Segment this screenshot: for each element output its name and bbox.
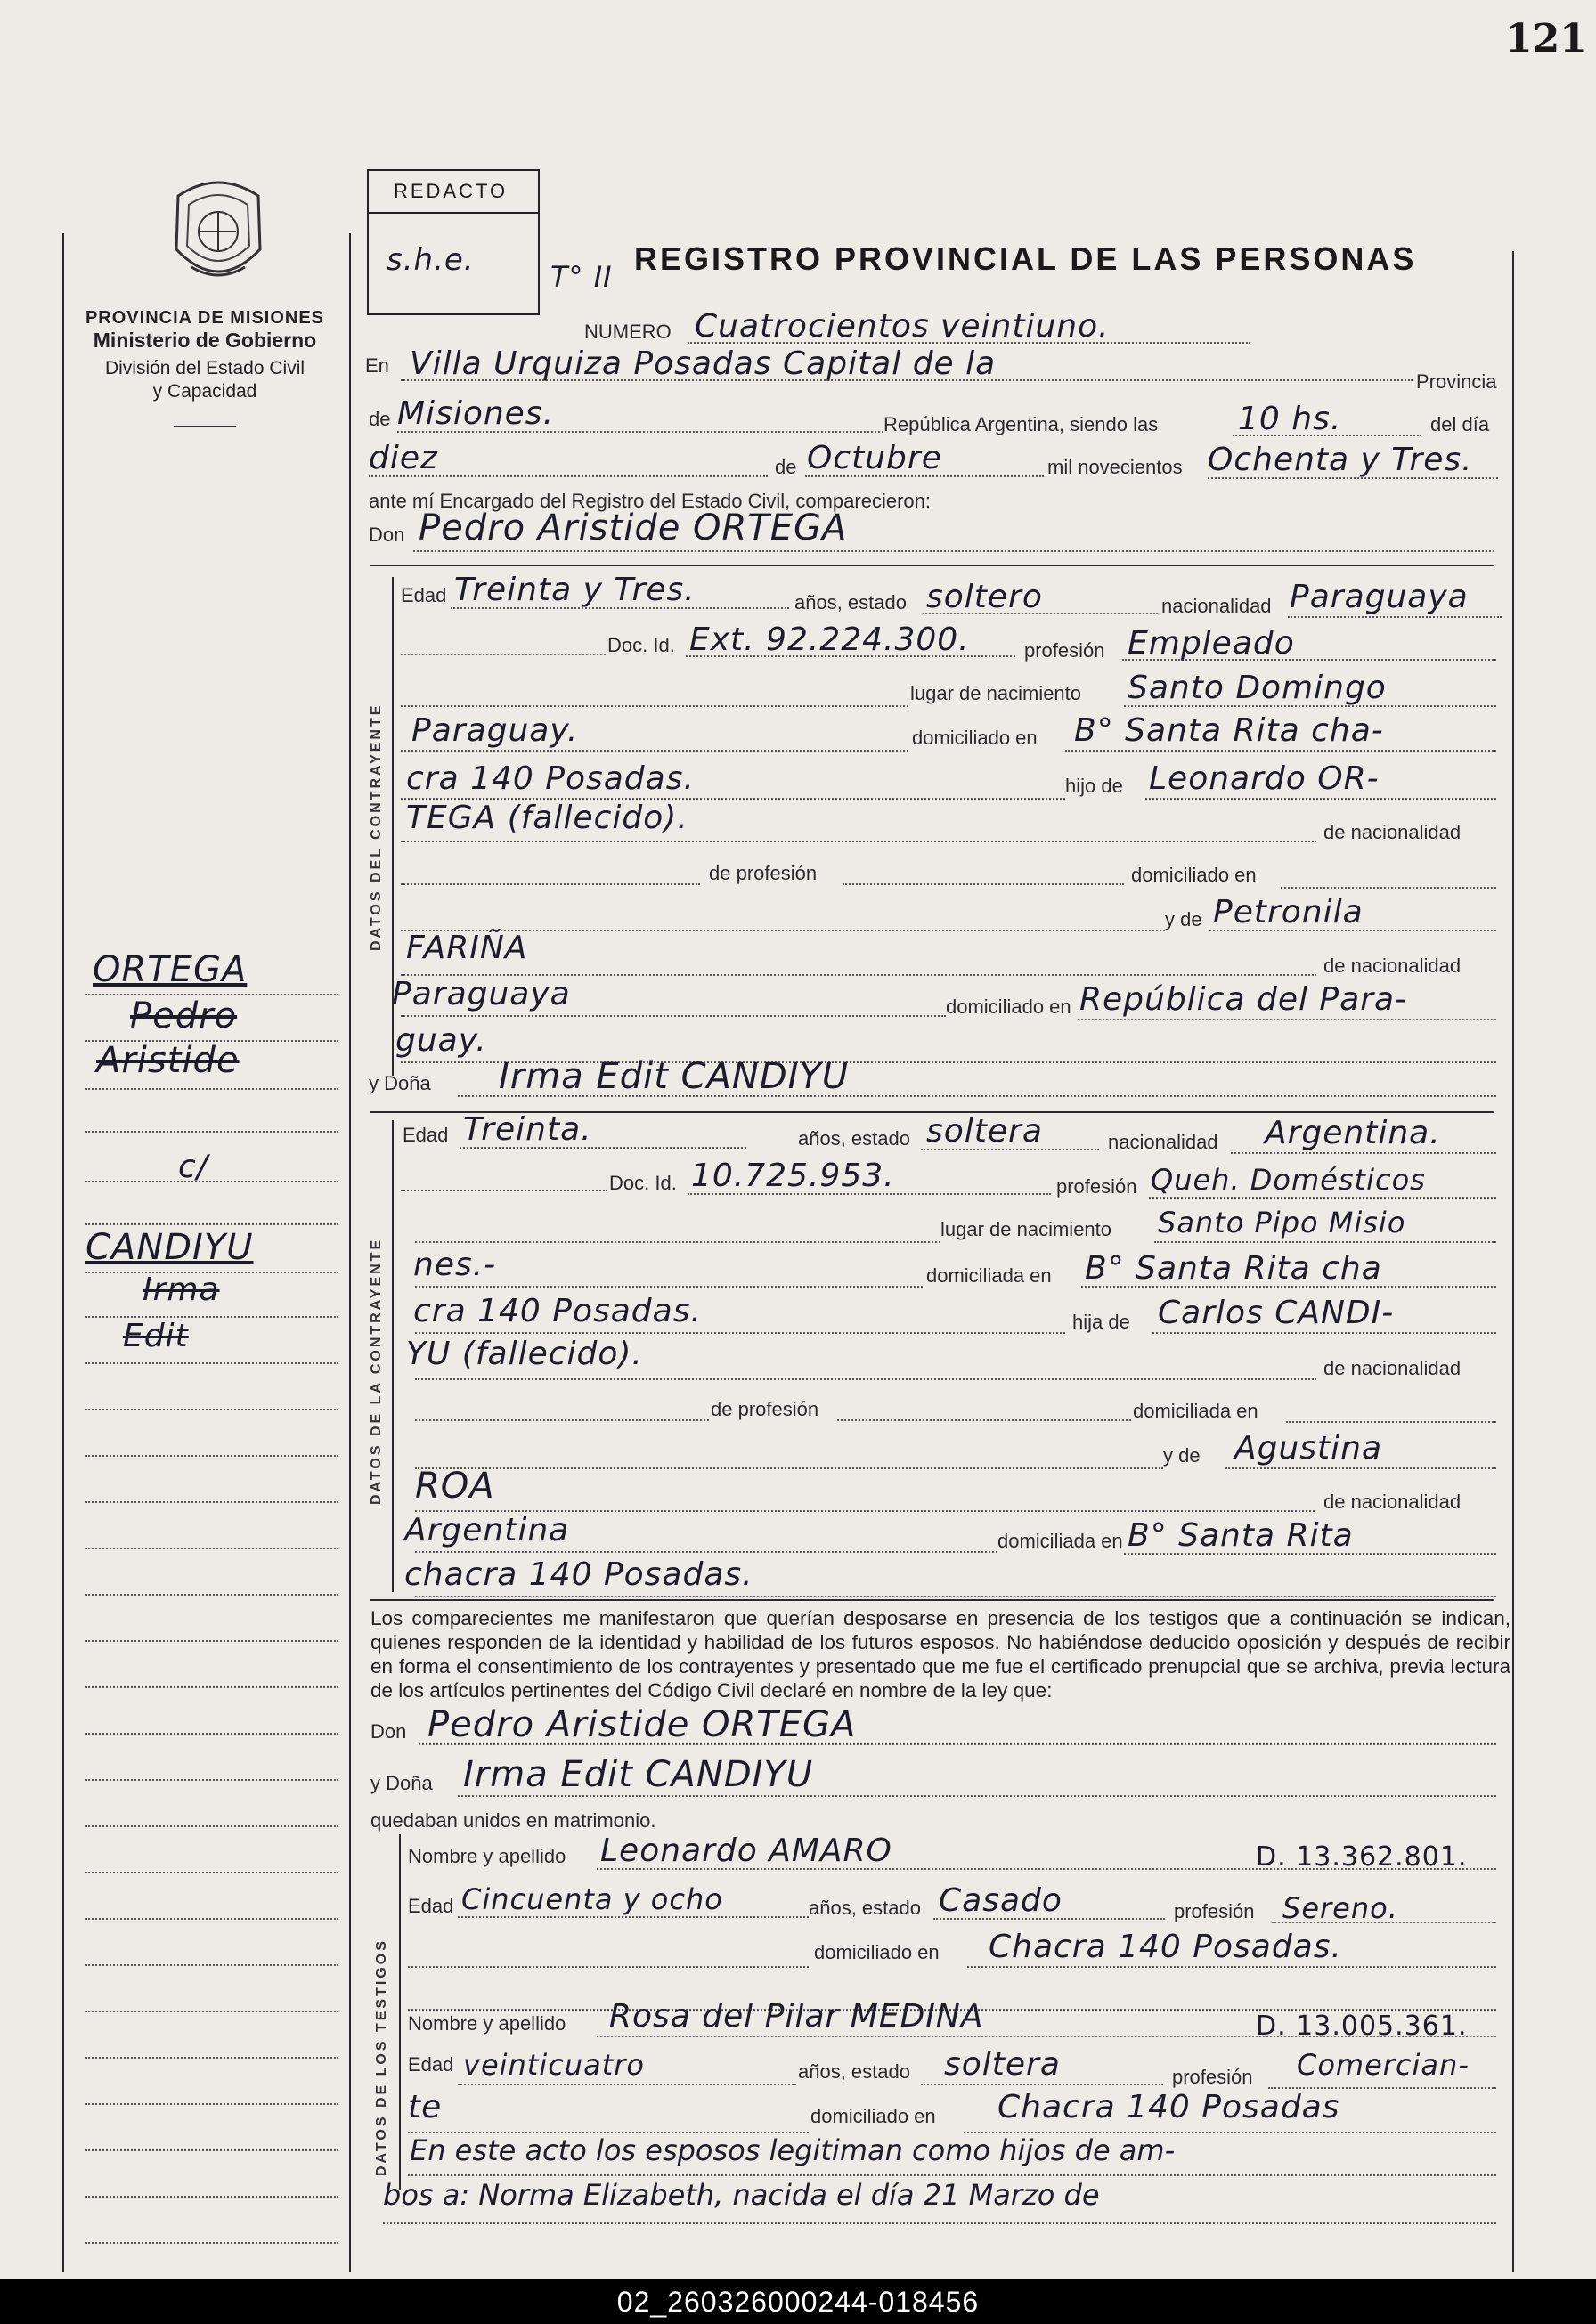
testigo-2-domicilio: Chacra 140 Posadas [998, 2089, 1340, 2125]
redacto-box [367, 169, 540, 315]
document-title: REGISTRO PROVINCIAL DE LAS PERSONAS [634, 240, 1417, 277]
statement-groom: Pedro Aristide ORTEGA [428, 1704, 857, 1745]
anio-value: Ochenta y Tres. [1208, 442, 1473, 478]
testigo-2-nombre: Rosa del Pilar MEDINA [609, 1998, 984, 2035]
province-name: PROVINCIA DE MISIONES [85, 308, 325, 328]
page-number: 121 [1505, 16, 1587, 61]
acta-numero: Cuatrocientos veintiuno. [695, 308, 1110, 345]
redacto-value: s.h.e. [387, 242, 475, 278]
contrayente-documento: Ext. 92.224.300. [689, 622, 970, 658]
provincia-value: Misiones. [397, 395, 555, 432]
testigo-1-documento: D. 13.362.801. [1256, 1841, 1468, 1873]
contrayente-mujer-nacionalidad: Argentina. [1265, 1115, 1441, 1151]
contrayente-mujer-madre: Agustina [1234, 1430, 1383, 1467]
contrayente-mujer-documento: 10.725.953. [691, 1158, 895, 1194]
contrayente-madre-domicilio-2: guay. [395, 1022, 487, 1059]
contrayente-mujer-domicilio-2: cra 140 Posadas. [413, 1293, 702, 1329]
contrayente-madre-nacionalidad: Paraguaya [392, 976, 571, 1012]
contrayente-mujer-madre-domicilio-2: chacra 140 Posadas. [404, 1556, 753, 1593]
ministry-name: Ministerio de Gobierno [93, 329, 317, 352]
nota-line-1: En este acto los esposos legitiman como hijos de am- [410, 2133, 1176, 2167]
contrayente-mujer-madre-nacionalidad: Argentina [404, 1512, 570, 1548]
margin-groom-surname: ORTEGA [93, 949, 248, 990]
contrayente-estado: soltero [926, 579, 1043, 615]
ante-text: ante mí Encargado del Registro del Estado Civil, comparecieron: [369, 490, 931, 512]
right-border [1512, 251, 1514, 2272]
contrayente-mujer-edad: Treinta. [463, 1111, 592, 1148]
contrayente-mujer-profesion: Queh. Domésticos [1151, 1163, 1426, 1197]
testigo-1-domicilio: Chacra 140 Posadas. [989, 1929, 1342, 1965]
lugar-acta: Villa Urquiza Posadas Capital de la [410, 345, 997, 382]
tomo: T° II [550, 260, 613, 294]
testigo-2-profesion: Comercian- [1297, 2048, 1470, 2082]
contrayente-mujer-estado: soltera [926, 1113, 1043, 1150]
testigo-2-edad: veinticuatro [463, 2048, 645, 2082]
margin-groom-name-2: Aristide [96, 1040, 240, 1081]
dia-value: diez [369, 440, 438, 476]
statement-text: Los comparecientes me manifestaron que querían desposarse en presencia de los testigos que a continuación se indican, quienes responden de la identidad y habilidad de los futuros esposos. No habiéndose deducido oposición y después de recibir en forma el consentimiento de los contrayentes y presentado que me fue el certificado prenupcial que se archiva, previa lectura de los artículos pertinentes del Código Civil declaré en nombre de la ley que: [370, 1607, 1510, 1702]
contrayente-lugar-nacimiento: Santo Domingo [1128, 670, 1387, 706]
mes-value: Octubre [807, 440, 942, 476]
testigo-2-documento: D. 13.005.361. [1256, 2011, 1468, 2042]
margin-groom-name: Pedro [130, 995, 238, 1036]
contrayente-mujer-nombre: Irma Edit CANDIYU [499, 1056, 850, 1097]
section-label-testigos: DATOS DE LOS TESTIGOS [374, 1938, 389, 2176]
section-label-contrayente-mujer: DATOS DE LA CONTRAYENTE [369, 1237, 384, 1505]
section-label-contrayente: DATOS DEL CONTRAYENTE [369, 703, 384, 951]
testigo-2-profesion-2: te [408, 2089, 443, 2125]
division-line-2: y Capacidad [152, 381, 257, 402]
contrayente-mujer-madre-2: ROA [415, 1466, 495, 1507]
testigo-1-profesion: Sereno. [1282, 1891, 1398, 1925]
contrayente-nombre: Pedro Aristide ORTEGA [419, 508, 848, 548]
contrayente-nacionalidad: Paraguaya [1290, 579, 1469, 615]
contrayente-madre-domicilio: República del Para- [1079, 981, 1408, 1018]
contrayente-mujer-padre-2: YU (fallecido). [406, 1336, 643, 1372]
contrayente-mujer-padre: Carlos CANDI- [1158, 1295, 1395, 1331]
testigo-2-estado: soltera [944, 2046, 1061, 2083]
contrayente-mujer-lugar-nacimiento-2: nes.- [413, 1247, 497, 1283]
contrayente-padre: Leonardo OR- [1149, 760, 1380, 797]
contrayente-edad: Treinta y Tres. [454, 572, 696, 608]
redacto-label: REDACTO [394, 180, 509, 202]
contrayente-mujer-lugar-nacimiento: Santo Pipo Misio [1158, 1206, 1406, 1239]
contrayente-lugar-nacimiento-2: Paraguay. [411, 712, 579, 749]
contrayente-madre: Petronila [1213, 894, 1364, 930]
scan-id-footer: 02_260326000244-018456 [0, 2279, 1596, 2324]
testigo-1-edad: Cincuenta y ocho [461, 1882, 723, 1916]
statement-bride: Irma Edit CANDIYU [463, 1754, 814, 1795]
contrayente-domicilio-2: cra 140 Posadas. [406, 760, 695, 797]
margin-bride-name-2: Edit [123, 1318, 189, 1354]
margin-connector: c/ [178, 1149, 208, 1185]
margin-divider [349, 233, 351, 2272]
division-line-1: División del Estado Civil [104, 358, 305, 378]
contrayente-profesion: Empleado [1128, 625, 1295, 662]
testigo-1-estado: Casado [939, 1882, 1063, 1919]
hora-value: 10 hs. [1238, 401, 1342, 437]
statement-closing: quedaban unidos en matrimonio. [370, 1809, 656, 1832]
left-border [62, 233, 64, 2272]
provincial-seal-icon [160, 169, 276, 294]
margin-bride-surname: CANDIYU [86, 1227, 254, 1268]
nota-line-2: bos a: Norma Elizabeth, nacida el día 21 Marzo de [383, 2178, 1100, 2212]
contrayente-madre-2: FARIÑA [406, 930, 528, 966]
contrayente-mujer-madre-domicilio: B° Santa Rita [1128, 1517, 1354, 1554]
contrayente-mujer-domicilio: B° Santa Rita cha [1085, 1250, 1382, 1287]
contrayente-domicilio: B° Santa Rita cha- [1074, 712, 1384, 749]
contrayente-padre-2: TEGA (fallecido). [406, 800, 688, 836]
margin-bride-name: Irma [142, 1272, 220, 1308]
letterhead [62, 308, 347, 427]
testigo-1-nombre: Leonardo AMARO [600, 1832, 892, 1869]
